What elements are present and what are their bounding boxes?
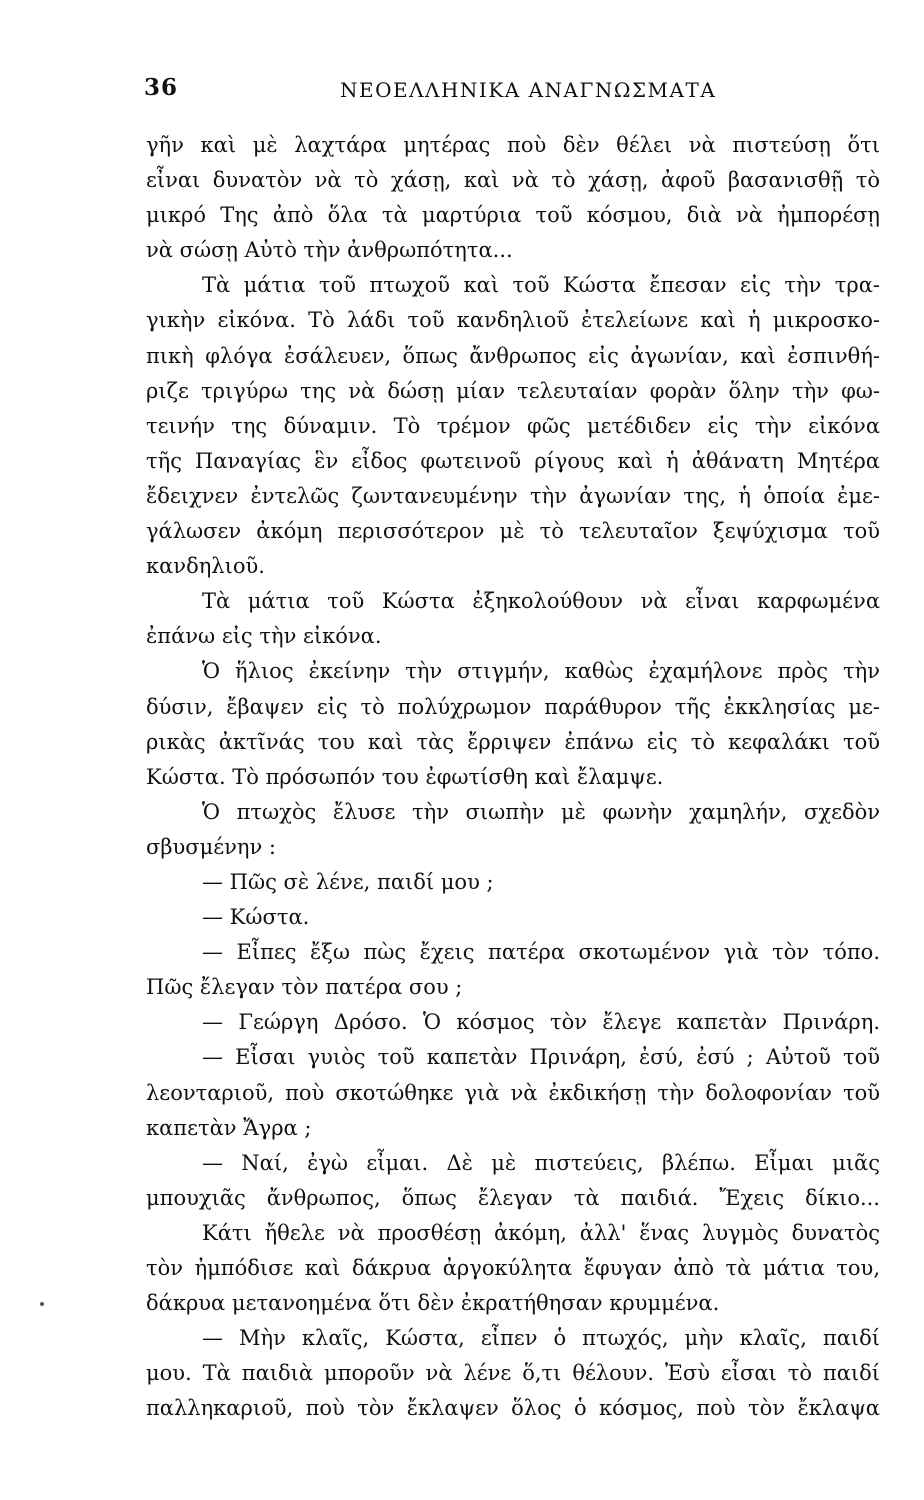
text-line: μικρό Της ἀπὸ ὅλα τὰ μαρτύρια τοῦ κόσμου, διὰ νὰ ἠμπορέσῃ [146, 203, 880, 228]
text-line: λεονταριοῦ, ποὺ σκοτώθηκε γιὰ νὰ ἐκδικήσῃ τὴν δολοφονίαν τοῦ [146, 1080, 880, 1105]
text-line: γάλωσεν ἀκόμη περισσότερον μὲ τὸ τελευταῖον ξεψύχισμα τοῦ [146, 519, 880, 544]
text-line: — Κώστα. [202, 905, 310, 930]
text-line: ρικὰς ἀκτῖνάς του καὶ τὰς ἔρριψεν ἐπάνω εἰς τὸ κεφαλάκι τοῦ [146, 729, 880, 754]
text-line: σβυσμένην : [146, 834, 276, 859]
text-line: — Ναί, ἐγὼ εἶμαι. Δὲ μὲ πιστεύεις, βλέπω. Εἶμαι μιᾶς [202, 1150, 880, 1175]
text-line: — Εἶσαι γυιὸς τοῦ καπετὰν Πρινάρη, ἐσύ, ἐσύ ; Αὐτοῦ τοῦ [202, 1045, 880, 1070]
text-line: ἐπάνω εἰς τὴν εἰκόνα. [146, 624, 382, 649]
text-line: εἶναι δυνατὸν νὰ τὸ χάσῃ, καὶ νὰ τὸ χάσῃ, ἀφοῦ βασανισθῇ τὸ [146, 168, 880, 193]
text-line: Κάτι ἤθελε νὰ προσθέσῃ ἀκόμη, ἀλλ' ἕνας λυγμὸς δυνατὸς [202, 1220, 880, 1245]
running-title: ΝΕΟΕΛΛΗΝΙΚΑ ΑΝΑΓΝΩΣΜΑΤΑ [340, 78, 717, 102]
text-line: καπετὰν Ἄγρα ; [146, 1115, 312, 1140]
text-line: τῆς Παναγίας ἓν εἶδος φωτεινοῦ ρίγους καὶ ἡ ἀθάνατη Μητέρα [146, 448, 880, 473]
text-line: Ὁ ἥλιος ἐκείνην τὴν στιγμήν, καθὼς ἐχαμήλονε πρὸς τὴν [202, 659, 880, 684]
text-line: τὸν ἠμπόδισε καὶ δάκρυα ἀργοκύλητα ἔφυγαν ἀπὸ τὰ μάτια του, [146, 1256, 880, 1280]
text-line: γικὴν εἰκόνα. Τὸ λάδι τοῦ κανδηλιοῦ ἐτελείωνε καὶ ἡ μικροσκο- [146, 308, 880, 333]
text-line: Ὁ πτωχὸς ἔλυσε τὴν σιωπὴν μὲ φωνὴν χαμηλήν, σχεδὸν [202, 799, 880, 824]
page-header [140, 74, 880, 108]
text-line: — Εἶπες ἔξω πὼς ἔχεις πατέρα σκοτωμένον γιὰ τὸν τόπο. [202, 940, 880, 965]
text-line: — Γεώργη Δρόσο. Ὁ κόσμος τὸν ἔλεγε καπετὰν Πρινάρη. [202, 1010, 880, 1035]
text-line: Τὰ μάτια τοῦ πτωχοῦ καὶ τοῦ Κώστα ἔπεσαν εἰς τὴν τρα- [202, 273, 880, 298]
text-line: γῆν καὶ μὲ λαχτάρα μητέρας ποὺ δὲν θέλει νὰ πιστεύσῃ ὅτι [146, 133, 880, 157]
text-line: Κώστα. Τὸ πρόσωπόν του ἐφωτίσθη καὶ ἔλαμψε. [146, 764, 664, 789]
paper-speck [40, 1302, 44, 1306]
text-line: μπουχιᾶς ἄνθρωπος, ὅπως ἔλεγαν τὰ παιδιά. Ἔχεις δίκιο... [146, 1185, 880, 1210]
text-line: Πῶς ἔλεγαν τὸν πατέρα σου ; [146, 975, 463, 1000]
text-line: μου. Τὰ παιδιὰ μποροῦν νὰ λένε ὅ,τι θέλουν. Ἐσὺ εἶσαι τὸ παιδί [146, 1361, 880, 1386]
text-line: νὰ σώσῃ Αὐτὸ τὴν ἀνθρωπότητα... [146, 238, 513, 263]
body-text [146, 128, 880, 1426]
text-line: — Μὴν κλαῖς, Κώστα, εἶπεν ὁ πτωχός, μὴν κλαῖς, παιδί [202, 1326, 880, 1351]
text-line: ριζε τριγύρω της νὰ δώσῃ μίαν τελευταίαν φορὰν ὅλην τὴν φω- [146, 378, 880, 403]
text-line: παλληκαριοῦ, ποὺ τὸν ἔκλαψεν ὅλος ὁ κόσμος, ποὺ τὸν ἔκλαψα [146, 1396, 880, 1421]
text-line: δύσιν, ἔβαψεν εἰς τὸ πολύχρωμον παράθυρον τῆς ἐκκλησίας με- [146, 694, 880, 719]
text-line: — Πῶς σὲ λένε, παιδί μου ; [202, 869, 494, 894]
text-line: ἔδειχνεν ἐντελῶς ζωντανευμένην τὴν ἀγωνίαν της, ἡ ὁποία ἐμε- [146, 483, 880, 508]
text-line: κανδηλιοῦ. [146, 554, 265, 579]
text-line: Τὰ μάτια τοῦ Κώστα ἐξηκολούθουν νὰ εἶναι καρφωμένα [202, 589, 880, 614]
text-line: δάκρυα μετανοημένα ὅτι δὲν ἐκρατήθησαν κρυμμένα. [146, 1291, 720, 1316]
text-line: τεινήν της δύναμιν. Τὸ τρέμον φῶς μετέδιδεν εἰς τὴν εἰκόνα [146, 413, 880, 438]
text-line: πικὴ φλόγα ἐσάλευεν, ὅπως ἄνθρωπος εἰς ἀγωνίαν, καὶ ἐσπινθή- [146, 343, 880, 368]
page-number: 36 [144, 74, 179, 101]
